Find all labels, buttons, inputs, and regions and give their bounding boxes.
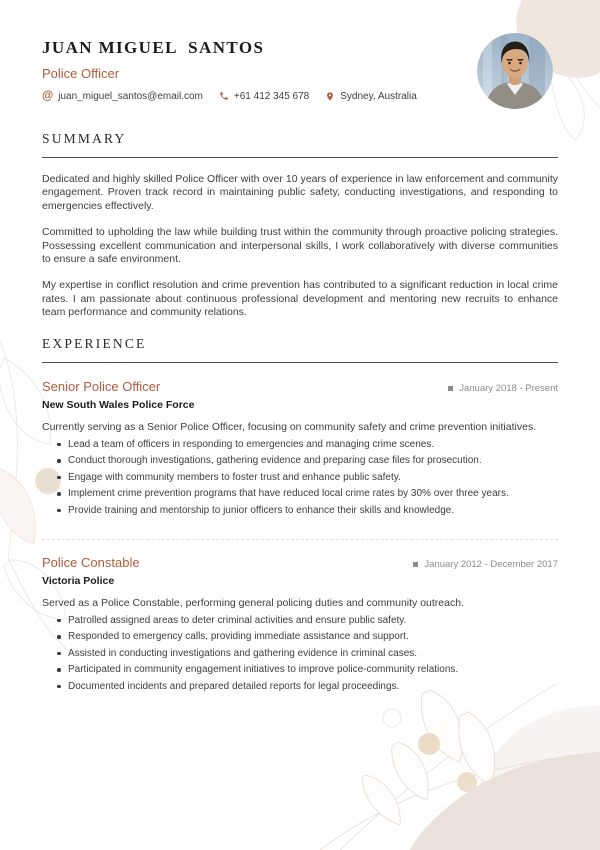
entry-description: Currently serving as a Senior Police Officer, focusing on community safety and crime prevention initiatives. [42,420,537,433]
person-name: JUAN MIGUEL SANTOS [42,38,265,57]
entry-header [42,379,558,394]
email-text: juan_miguel_santos@email.com [58,90,203,102]
date-square-icon [448,386,453,391]
entry-job-title: Police Constable [42,554,140,570]
bullet-item: Engage with community members to foster trust and enhance public safety. [57,472,558,484]
profile-photo [477,33,553,109]
bullet-item: Conduct thorough investigations, gathering evidence and preparing case files for prosecution. [57,455,558,467]
summary-section [42,131,558,320]
contact-phone [219,91,309,102]
entry-divider [42,539,558,540]
bullet-item: Provide training and mentorship to junior officers to enhance their skills and knowledge. [57,505,558,517]
entry-bullet-list [42,615,558,693]
experience-heading-rule [42,362,558,363]
bullet-item: Patrolled assigned areas to deter criminal activities and ensure public safety. [57,615,558,627]
summary-paragraph: Committed to upholding the law while building trust within the community through proactive policing strategies. Possessing excellent communication and interpersonal skills, I work collaboratively with diverse communities to ensure a safe environment. [42,226,558,266]
bullet-item: Assisted in conducting investigations and gathering evidence in criminal cases. [57,648,558,660]
summary-heading-rule [42,157,558,158]
contact-row [42,90,558,102]
entry-header [42,555,558,570]
location-text: Sydney, Australia [340,90,417,102]
entry-company: New South Wales Police Force [42,398,195,411]
experience-entry [42,555,558,693]
bullet-item: Documented incidents and prepared detailed reports for legal proceedings. [57,681,558,693]
bullet-item: Lead a team of officers in responding to emergencies and managing crime scenes. [57,439,558,451]
bullet-item: Participated in community engagement initiatives to improve police-community relations. [57,664,558,676]
summary-paragraph: Dedicated and highly skilled Police Officer with over 10 years of experience in law enforcement and community engagement. Proven track record in maintaining public safety, conducting investigations, and responding to emergencies effectively. [42,173,558,212]
entry-date [413,559,558,570]
summary-heading: SUMMARY [42,131,127,146]
job-title: Police Officer [42,66,120,81]
date-square-icon [413,562,418,567]
at-icon: @ [42,90,54,102]
entry-bullet-list [42,439,558,517]
location-pin-icon [325,91,335,102]
entry-company: Victoria Police [42,574,115,587]
experience-heading: EXPERIENCE [42,335,147,351]
entry-job-title: Senior Police Officer [42,378,161,394]
contact-location [325,91,417,102]
entry-date [448,383,558,394]
summary-body [42,173,558,320]
entry-date-text: January 2012 - December 2017 [424,558,558,570]
phone-text: +61 412 345 678 [233,90,310,102]
summary-paragraph: My expertise in conflict resolution and crime prevention has contributed to a significant reduction in local crime rates. I am passionate about continuous professional development and mentoring new recruits to enhance team performance and community relations. [42,279,558,319]
experience-entry [42,379,558,517]
bullet-item: Implement crime prevention programs that have reduced local crime rates by 30% over three years. [57,488,558,500]
bullet-item: Responded to emergency calls, providing immediate assistance and support. [57,631,558,643]
entry-description: Served as a Police Constable, performing general policing duties and community outreach. [42,596,464,609]
profile-photo-image [477,33,553,109]
phone-icon [219,91,229,101]
entry-date-text: January 2018 - Present [459,382,558,394]
contact-email [42,90,203,102]
experience-section [42,336,558,693]
